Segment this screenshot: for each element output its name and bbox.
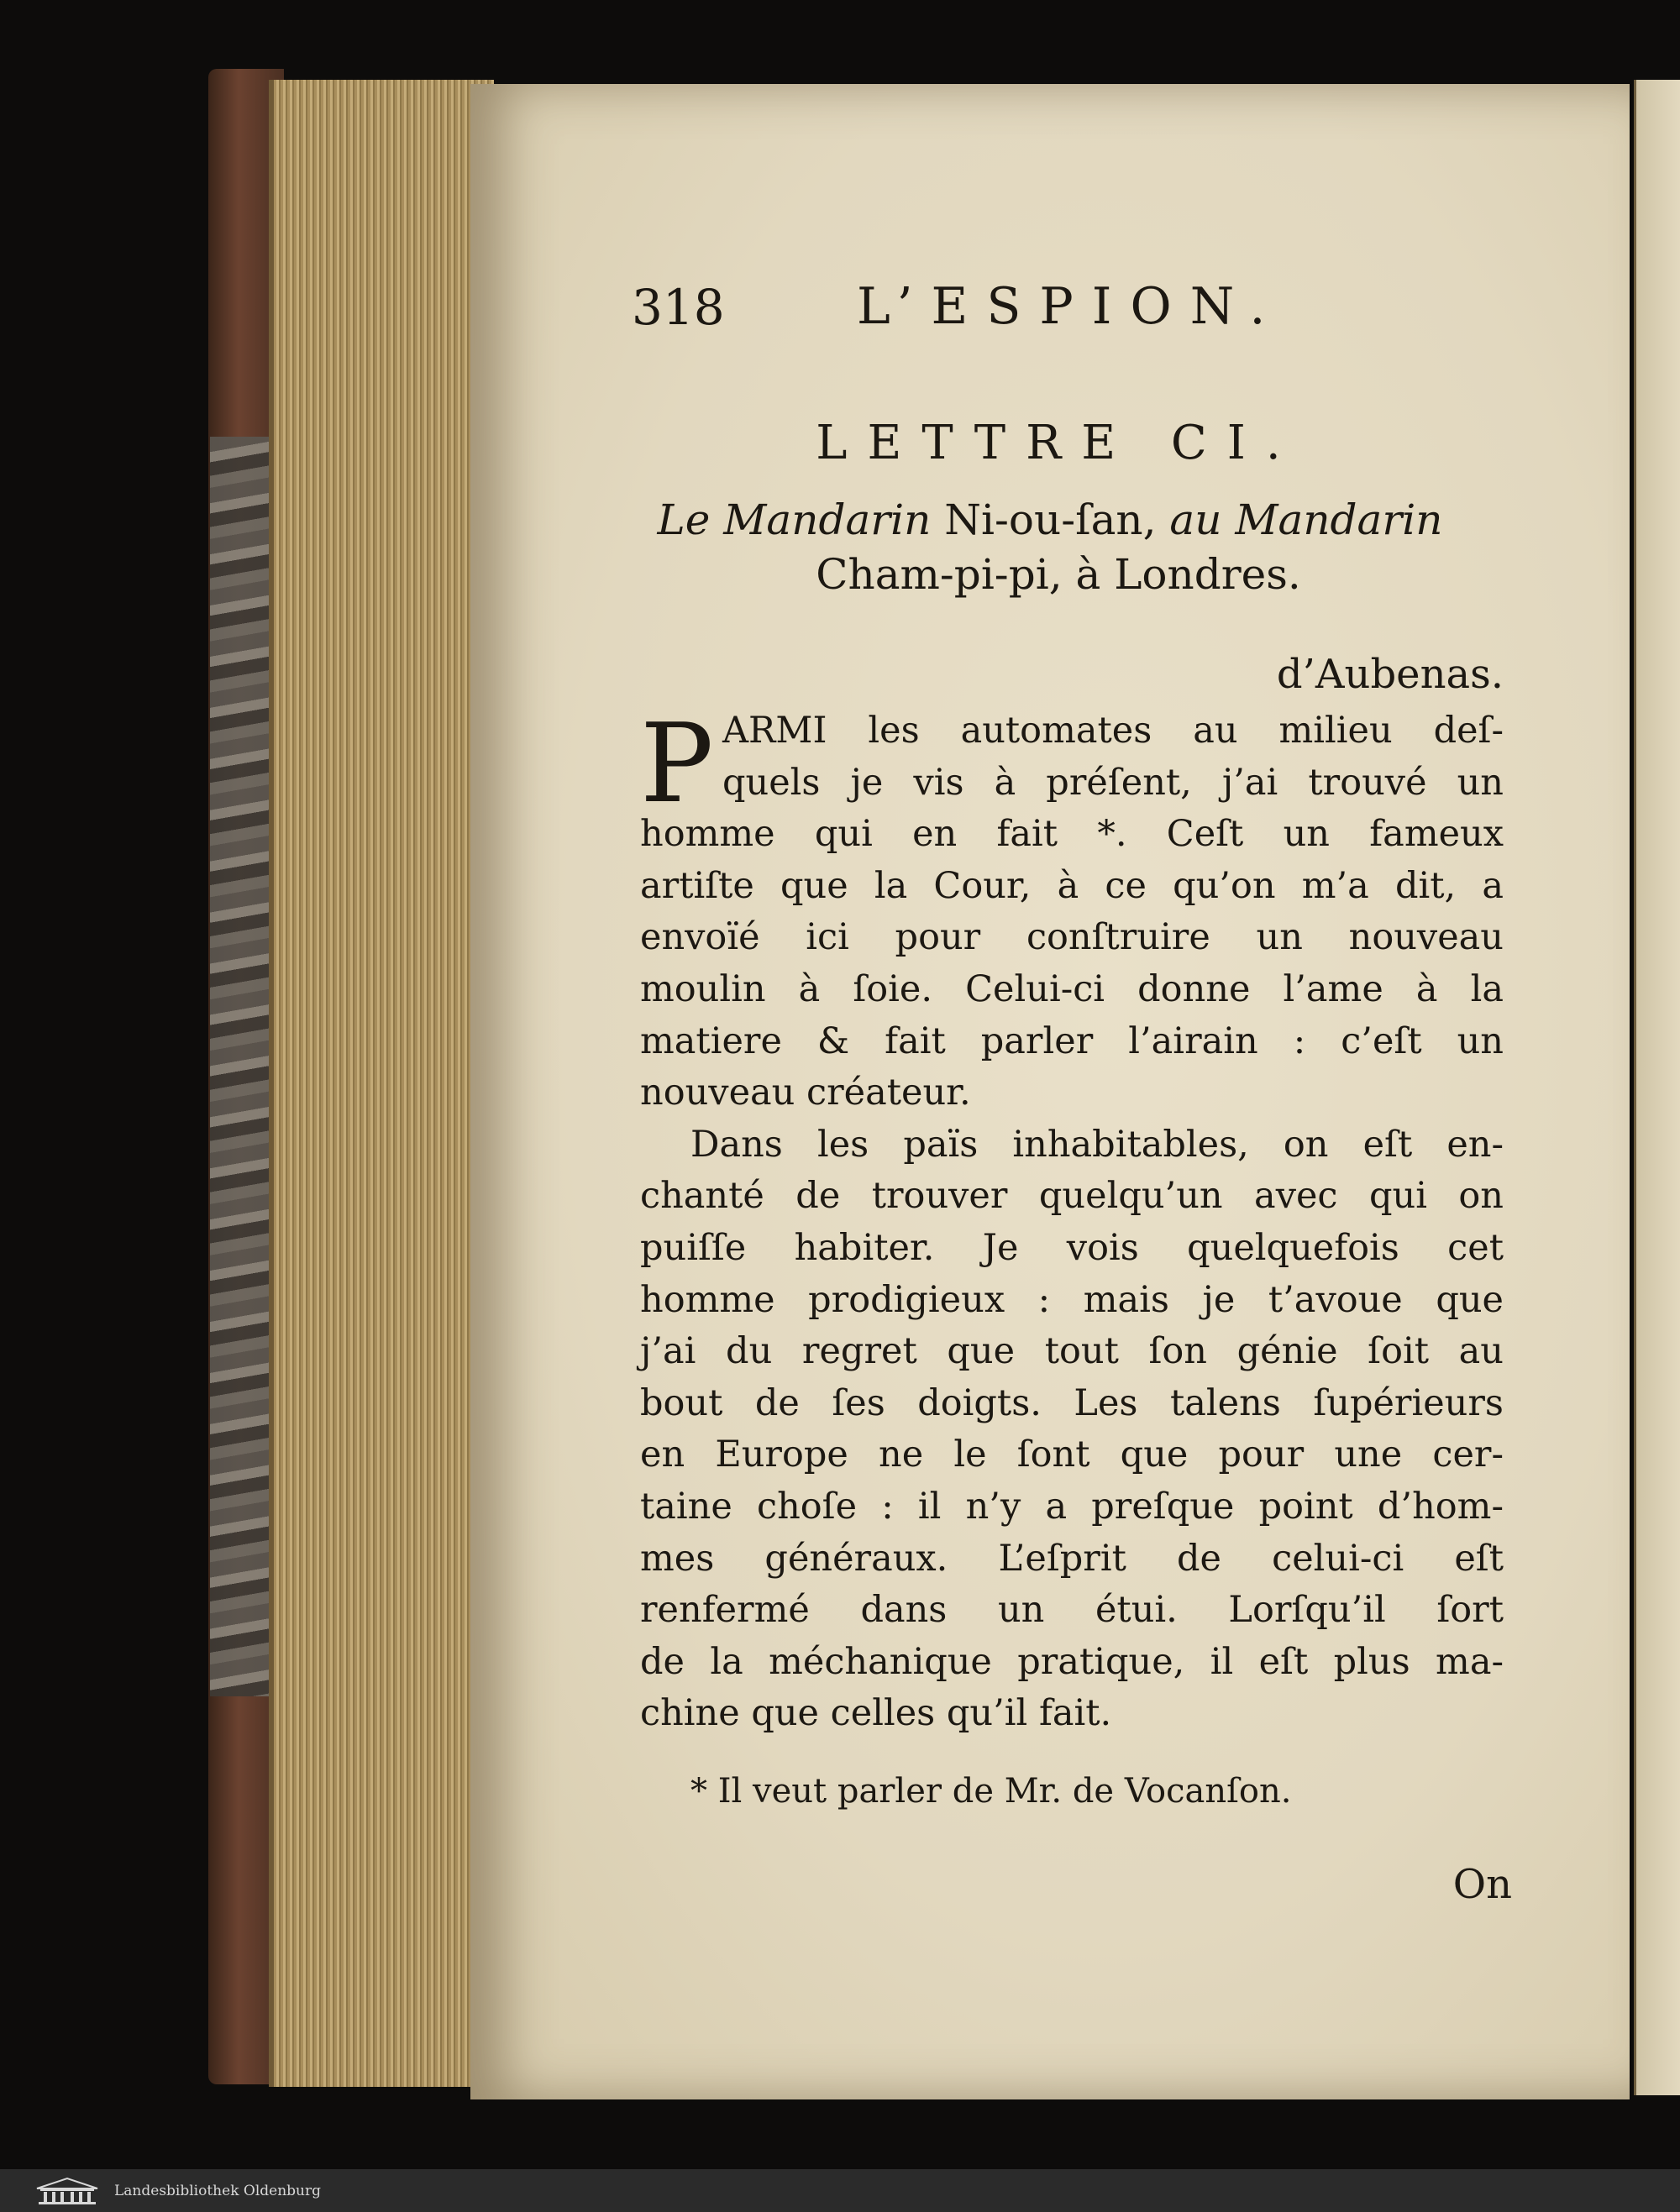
address-recipient-title: au Mandarin <box>1169 495 1443 544</box>
book-page <box>470 84 1630 2099</box>
running-title: L’ESPION. <box>857 277 1284 336</box>
text-line: artiſte que la Cour, à ce qu’on m’a dit, a <box>640 864 1504 907</box>
address-line-2: Cham-pi-pi, à Londres. <box>816 550 1301 599</box>
text-line: chine que celles qu’il fait. <box>640 1692 1112 1735</box>
address-sender-title: Le Mandarin <box>657 495 932 544</box>
text-line: ARMI les automates au milieu deſ- <box>722 710 1504 752</box>
library-name: Landesbibliothek Oldenburg <box>114 2182 322 2199</box>
text-line: matiere & fait parler l’airain : c’eſt un <box>640 1020 1504 1062</box>
page-block-edges <box>269 80 494 2087</box>
text-line: Dans les païs inhabitables, on eſt en- <box>690 1123 1504 1166</box>
text-line: mes généraux. L’eſprit de celui-ci eſt <box>640 1537 1504 1580</box>
text-line: envoïé ici pour conſtruire un nouveau <box>640 916 1504 959</box>
text-line: nouveau créateur. <box>640 1072 971 1114</box>
paragraph-1 <box>640 700 1504 1119</box>
catchword: On <box>1452 1861 1512 1908</box>
text-line: quels je vis à préſent, j’ai trouvé un <box>722 761 1504 804</box>
letter-heading: LETTRE CI. <box>816 416 1301 470</box>
address-line-1 <box>470 495 1630 544</box>
text-line: taine choſe : il n’y a preſque point d’hom- <box>640 1485 1504 1528</box>
facing-page-edge <box>1634 80 1680 2095</box>
library-building-icon <box>34 2177 101 2205</box>
viewer-footer <box>0 2169 1680 2212</box>
text-line: homme qui en fait *. Ceſt un fameux <box>640 813 1504 856</box>
dateline: d’Aubenas. <box>1276 651 1504 698</box>
text-line: j’ai du regret que tout ſon génie ſoit au <box>640 1330 1504 1373</box>
text-line: bout de ſes doigts. Les talens ſupérieurs <box>640 1381 1504 1424</box>
page-text <box>470 84 1630 2099</box>
letter-body <box>640 700 1504 1740</box>
footnote: * Il veut parler de Mr. de Vocanſon. <box>690 1772 1292 1811</box>
drop-cap: P <box>640 700 714 827</box>
paragraph-2 <box>640 1119 1504 1740</box>
text-line: puiſſe habiter. Je vois quelquefois cet <box>640 1226 1504 1269</box>
marbled-cover-edge <box>210 437 277 1696</box>
text-line: moulin à ſoie. Celui-ci donne l’ame à la <box>640 967 1504 1010</box>
text-line: en Europe ne le ſont que pour une cer- <box>640 1434 1504 1476</box>
text-line: chanté de trouver quelqu’un avec qui on <box>640 1175 1504 1218</box>
text-line: renfermé dans un étui. Lorſqu’il ſort <box>640 1589 1504 1632</box>
text-line: de la méchanique pratique, il eſt plus ma- <box>640 1640 1504 1683</box>
text-line: homme prodigieux : mais je t’avoue que <box>640 1278 1504 1321</box>
page-number: 318 <box>632 279 725 336</box>
address-sender-name: Ni-ou-ſan, <box>944 495 1157 544</box>
